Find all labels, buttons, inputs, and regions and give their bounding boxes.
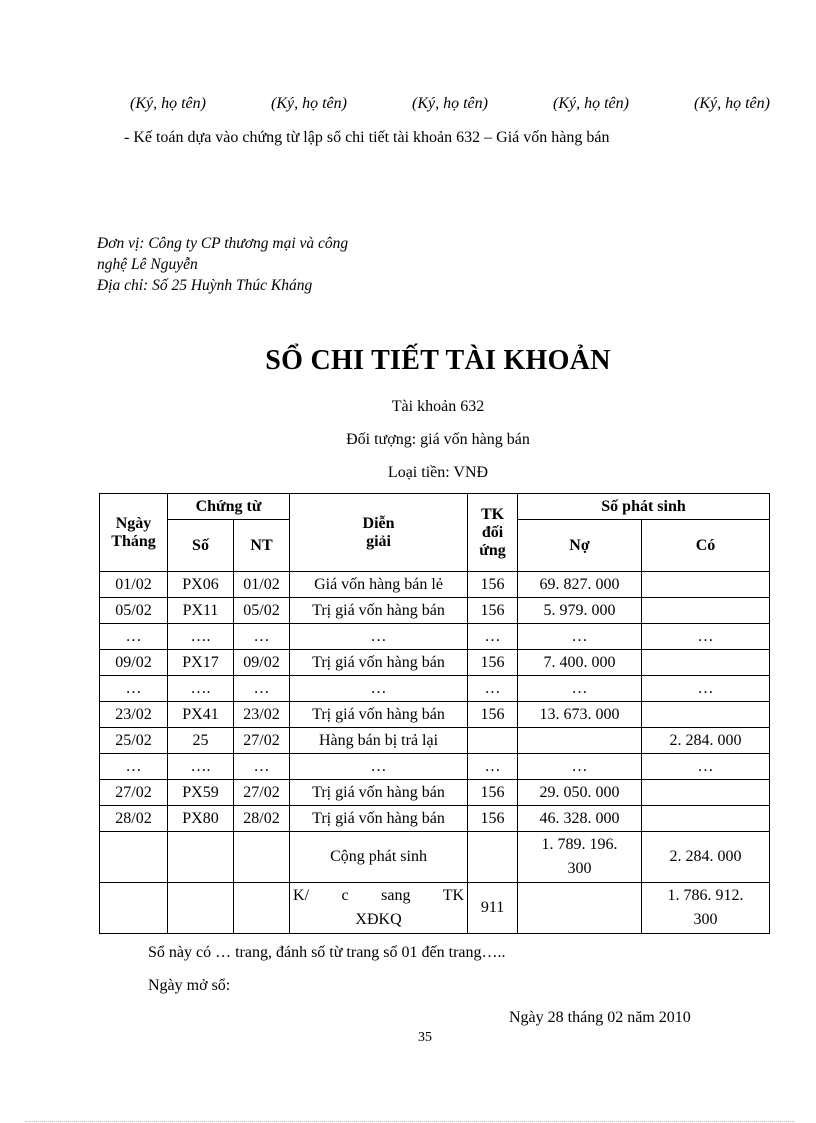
cell-credit: … [642, 754, 770, 780]
cell-debit: 69. 827. 000 [518, 572, 642, 598]
cell-empty [234, 832, 290, 883]
header-voucher-date: NT [234, 520, 290, 572]
cell-voucher-date: 27/02 [234, 728, 290, 754]
transfer-label: K/ c sang TK XĐKQ [290, 883, 468, 934]
cell-voucher-no: 25 [168, 728, 234, 754]
cell-voucher-no: PX41 [168, 702, 234, 728]
cell-contra-account: 156 [468, 780, 518, 806]
signing-date: Ngày 28 tháng 02 năm 2010 [509, 1009, 691, 1026]
signature-label: (Ký, họ tên) [130, 95, 206, 112]
table-row [100, 572, 770, 598]
cell-description: Trị giá vốn hàng bán [290, 780, 468, 806]
cell-voucher-no: PX11 [168, 598, 234, 624]
cell-voucher-date: … [234, 624, 290, 650]
table-row [100, 754, 770, 780]
cell-description: Hàng bán bị trả lại [290, 728, 468, 754]
table-row [100, 780, 770, 806]
unit-name-line1: Đơn vị: Công ty CP thương mại và công [97, 235, 349, 252]
unit-name-line2: nghệ Lê Nguyễn [97, 256, 198, 273]
cell-voucher-no: …. [168, 754, 234, 780]
signature-label: (Ký, họ tên) [553, 95, 629, 112]
cell-voucher-date: 09/02 [234, 650, 290, 676]
cell-contra-account: … [468, 676, 518, 702]
cell-credit [642, 806, 770, 832]
table-row [100, 624, 770, 650]
cell-contra-account: 156 [468, 806, 518, 832]
cell-debit: 13. 673. 000 [518, 702, 642, 728]
unit-info [97, 233, 437, 296]
total-label: Cộng phát sinh [290, 832, 468, 883]
transfer-credit: 1. 786. 912. 300 [642, 883, 770, 934]
total-debit: 1. 789. 196. 300 [518, 832, 642, 883]
cell-voucher-date: 27/02 [234, 780, 290, 806]
cell-date: … [100, 754, 168, 780]
total-credit: 2. 284. 000 [642, 832, 770, 883]
cell-credit [642, 598, 770, 624]
cell-date: 23/02 [100, 702, 168, 728]
table-row [100, 806, 770, 832]
cell-credit: … [642, 676, 770, 702]
cell-voucher-date: 28/02 [234, 806, 290, 832]
cell-contra-account: 156 [468, 650, 518, 676]
open-date-label: Ngày mở sổ: [148, 977, 231, 994]
header-amount: Số phát sinh [518, 494, 770, 520]
cell-voucher-no: PX06 [168, 572, 234, 598]
cell-date: 25/02 [100, 728, 168, 754]
cell-debit [518, 728, 642, 754]
cell-date: 05/02 [100, 598, 168, 624]
signature-label: (Ký, họ tên) [694, 95, 770, 112]
cell-debit: … [518, 754, 642, 780]
header-voucher: Chứng từ [168, 494, 290, 520]
cell-voucher-date: … [234, 754, 290, 780]
header-date: Ngày Tháng [100, 494, 168, 572]
cell-description: Trị giá vốn hàng bán [290, 598, 468, 624]
cell-date: 09/02 [100, 650, 168, 676]
cell-contra-account: … [468, 754, 518, 780]
cell-debit: 46. 328. 000 [518, 806, 642, 832]
cell-credit: … [642, 624, 770, 650]
table-row [100, 650, 770, 676]
cell-debit: … [518, 676, 642, 702]
signature-row [130, 95, 770, 113]
transfer-contra-account: 911 [468, 883, 518, 934]
transfer-row [100, 883, 770, 934]
total-row [100, 832, 770, 883]
cell-debit: 7. 400. 000 [518, 650, 642, 676]
cell-description: … [290, 676, 468, 702]
cell-credit [642, 650, 770, 676]
page-count-note: Sổ này có … trang, đánh số từ trang số 01 đến trang….. [148, 944, 506, 961]
header-debit: Nợ [518, 520, 642, 572]
page-number: 35 [418, 1030, 432, 1045]
cell-voucher-no: PX59 [168, 780, 234, 806]
cell-description: Trị giá vốn hàng bán [290, 702, 468, 728]
header-contra-account: TK đối ứng [468, 494, 518, 572]
cell-empty [100, 832, 168, 883]
cell-credit [642, 702, 770, 728]
header-credit: Có [642, 520, 770, 572]
account-label: Tài khoản 632 [391, 398, 485, 415]
cell-description: Trị giá vốn hàng bán [290, 650, 468, 676]
subject-label: Đối tượng: giá vốn hàng bán [346, 431, 530, 448]
cell-contra-account: 156 [468, 598, 518, 624]
cell-voucher-no: …. [168, 676, 234, 702]
table-row [100, 676, 770, 702]
cell-empty [234, 883, 290, 934]
header-voucher-no: Số [168, 520, 234, 572]
cell-debit: 5. 979. 000 [518, 598, 642, 624]
page-title: SỔ CHI TIẾT TÀI KHOẢN [265, 345, 611, 376]
cell-voucher-no: PX80 [168, 806, 234, 832]
unit-address: Địa chỉ: Số 25 Huỳnh Thúc Kháng [97, 277, 313, 294]
cell-credit: 2. 284. 000 [642, 728, 770, 754]
header-description: Diễn giải [290, 494, 468, 572]
ledger-table [99, 493, 770, 934]
signature-label: (Ký, họ tên) [271, 95, 347, 112]
signature-label: (Ký, họ tên) [412, 95, 488, 112]
cell-date: 27/02 [100, 780, 168, 806]
cell-voucher-date: 05/02 [234, 598, 290, 624]
cell-voucher-no: PX17 [168, 650, 234, 676]
cell-voucher-no: …. [168, 624, 234, 650]
table-row [100, 598, 770, 624]
cell-voucher-date: 01/02 [234, 572, 290, 598]
cell-empty [518, 883, 642, 934]
cell-voucher-date: … [234, 676, 290, 702]
bottom-divider [25, 1121, 795, 1122]
cell-credit [642, 572, 770, 598]
cell-contra-account: 156 [468, 702, 518, 728]
cell-contra-account [468, 728, 518, 754]
cell-description: Trị giá vốn hàng bán [290, 806, 468, 832]
cell-debit: 29. 050. 000 [518, 780, 642, 806]
cell-empty [168, 883, 234, 934]
intro-line: - Kế toán dựa vào chứng từ lập sổ chi tiết tài khoản 632 – Giá vốn hàng bán [124, 129, 610, 146]
table-row [100, 728, 770, 754]
table-row [100, 702, 770, 728]
cell-debit: … [518, 624, 642, 650]
cell-description: … [290, 754, 468, 780]
cell-voucher-date: 23/02 [234, 702, 290, 728]
cell-contra-account: 156 [468, 572, 518, 598]
cell-date: 01/02 [100, 572, 168, 598]
cell-empty [468, 832, 518, 883]
cell-contra-account: … [468, 624, 518, 650]
cell-date: 28/02 [100, 806, 168, 832]
cell-empty [100, 883, 168, 934]
cell-date: … [100, 624, 168, 650]
cell-date: … [100, 676, 168, 702]
currency-label: Loại tiền: VNĐ [387, 464, 489, 481]
cell-empty [168, 832, 234, 883]
cell-description: … [290, 624, 468, 650]
cell-description: Giá vốn hàng bán lẻ [290, 572, 468, 598]
cell-credit [642, 780, 770, 806]
